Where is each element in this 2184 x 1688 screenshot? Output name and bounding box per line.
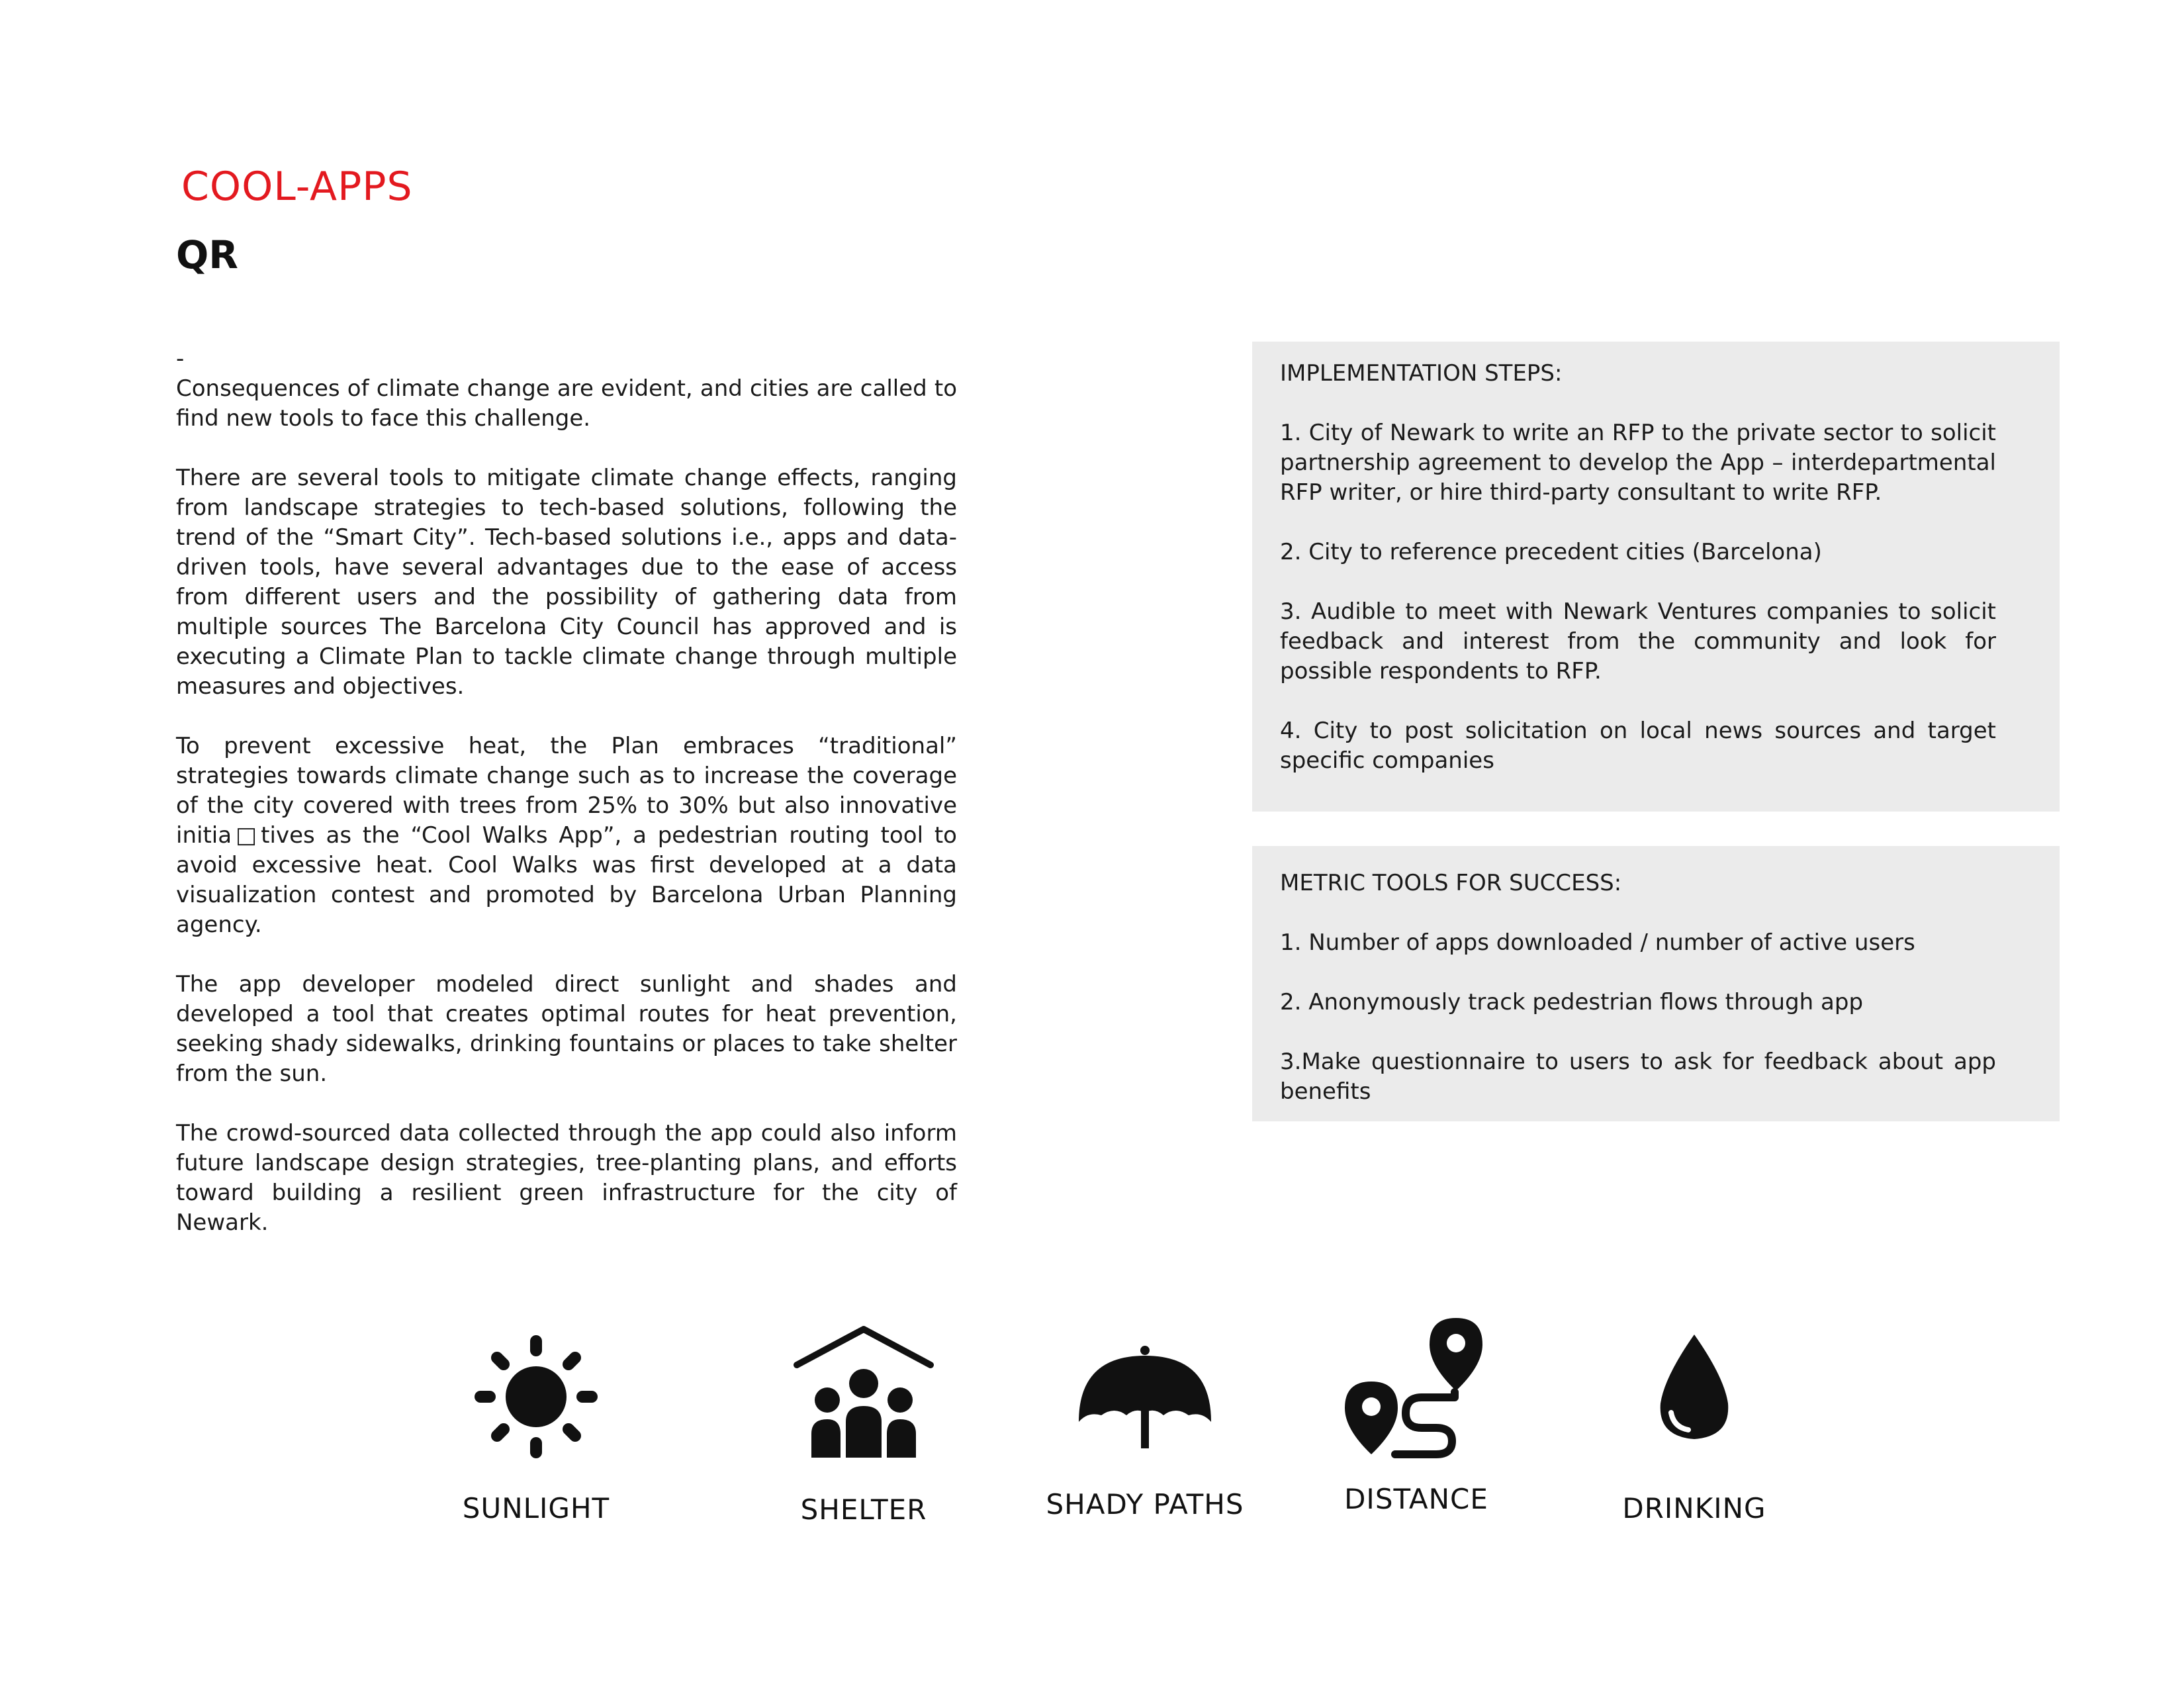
implementation-heading: IMPLEMENTATION STEPS: bbox=[1280, 360, 1563, 387]
implementation-step: 3. Audible to meet with Newark Ventures companies to solicit feedback and interest from the community and look for possible respondents to RFP. bbox=[1280, 598, 1996, 684]
icon-label-distance: DISTANCE bbox=[1344, 1483, 1488, 1515]
house-people-icon bbox=[788, 1317, 940, 1463]
icon-label-drinking: DRINKING bbox=[1622, 1492, 1766, 1524]
implementation-step: 4. City to post solicitation on local news sources and target specific companies bbox=[1280, 718, 1996, 774]
page-title: QR bbox=[176, 232, 238, 277]
dash-marker: - bbox=[176, 346, 185, 372]
body-text bbox=[176, 344, 957, 1238]
icon-label-shelter: SHELTER bbox=[800, 1493, 927, 1526]
icon-block-sunlight bbox=[437, 1331, 635, 1524]
paragraph-intro: Consequences of climate change are evident, and cities are called to find new tools to face this challenge. bbox=[176, 375, 957, 432]
metrics-heading: METRIC TOOLS FOR SUCCESS: bbox=[1280, 870, 1622, 896]
metric-item: 3.Make questionnaire to users to ask for feedback about app benefits bbox=[1280, 1049, 1996, 1105]
metric-item: 1. Number of apps downloaded / number of active users bbox=[1280, 929, 1915, 956]
paragraph-data: The crowd-sourced data collected through the app could also inform future landscape design strategies, tree-planting plans, and efforts toward building a resilient green infrastructure for the city of Newark. bbox=[176, 1120, 957, 1236]
implementation-step: 2. City to reference precedent cities (Barcelona) bbox=[1280, 539, 1822, 565]
metrics-box bbox=[1252, 846, 2060, 1121]
icon-label-sunlight: SUNLIGHT bbox=[462, 1492, 610, 1524]
section-title: COOL-APPS bbox=[181, 164, 413, 210]
water-drop-icon bbox=[1651, 1331, 1737, 1443]
icon-label-shady-paths: SHADY PATHS bbox=[1046, 1488, 1244, 1521]
icon-block-shady-paths bbox=[1039, 1344, 1251, 1521]
implementation-box bbox=[1252, 342, 2060, 812]
sun-icon bbox=[470, 1331, 602, 1463]
paragraph-app: The app developer modeled direct sunlight and shades and developed a tool that creates optimal routes for heat prevention, seeking shady sidewalks, drinking fountains or places to take shelter from the sun. bbox=[176, 971, 957, 1087]
implementation-step: 1. City of Newark to write an RFP to the private sector to solicit partnership agreement to develop the App – interdepartmental RFP writer, or hire third-party consultant to write RFP. bbox=[1280, 420, 1996, 506]
umbrella-icon bbox=[1072, 1344, 1218, 1450]
icon-block-distance bbox=[1317, 1314, 1516, 1515]
paragraph-heat: To prevent excessive heat, the Plan embraces “traditional” strategies towards climate change such as to increase the coverage of the city covered with trees from 25% to 30% but also innovative initia□tives as the “Cool Walks App”, a pedestrian routing tool to avoid excessive heat. Cool Walks was first developed at a data visualization contest and promoted by Barcelona Urban Planning agency. bbox=[176, 733, 957, 938]
paragraph-tools: There are several tools to mitigate climate change effects, ranging from landscape strategies to tech-based solutions, following the trend of the “Smart City”. Tech-based solutions i.e., apps and data-driven tools, have several advantages due to the ease of access from different users and the possibility of gathering data from multiple sources The Barcelona City Council has approved and is executing a Climate Plan to tackle climate change through multiple measures and objectives. bbox=[176, 465, 957, 700]
metric-item: 2. Anonymously track pedestrian flows through app bbox=[1280, 989, 1864, 1015]
route-pins-icon bbox=[1337, 1314, 1496, 1463]
icon-block-shelter bbox=[764, 1317, 963, 1526]
icon-block-drinking bbox=[1595, 1331, 1794, 1524]
